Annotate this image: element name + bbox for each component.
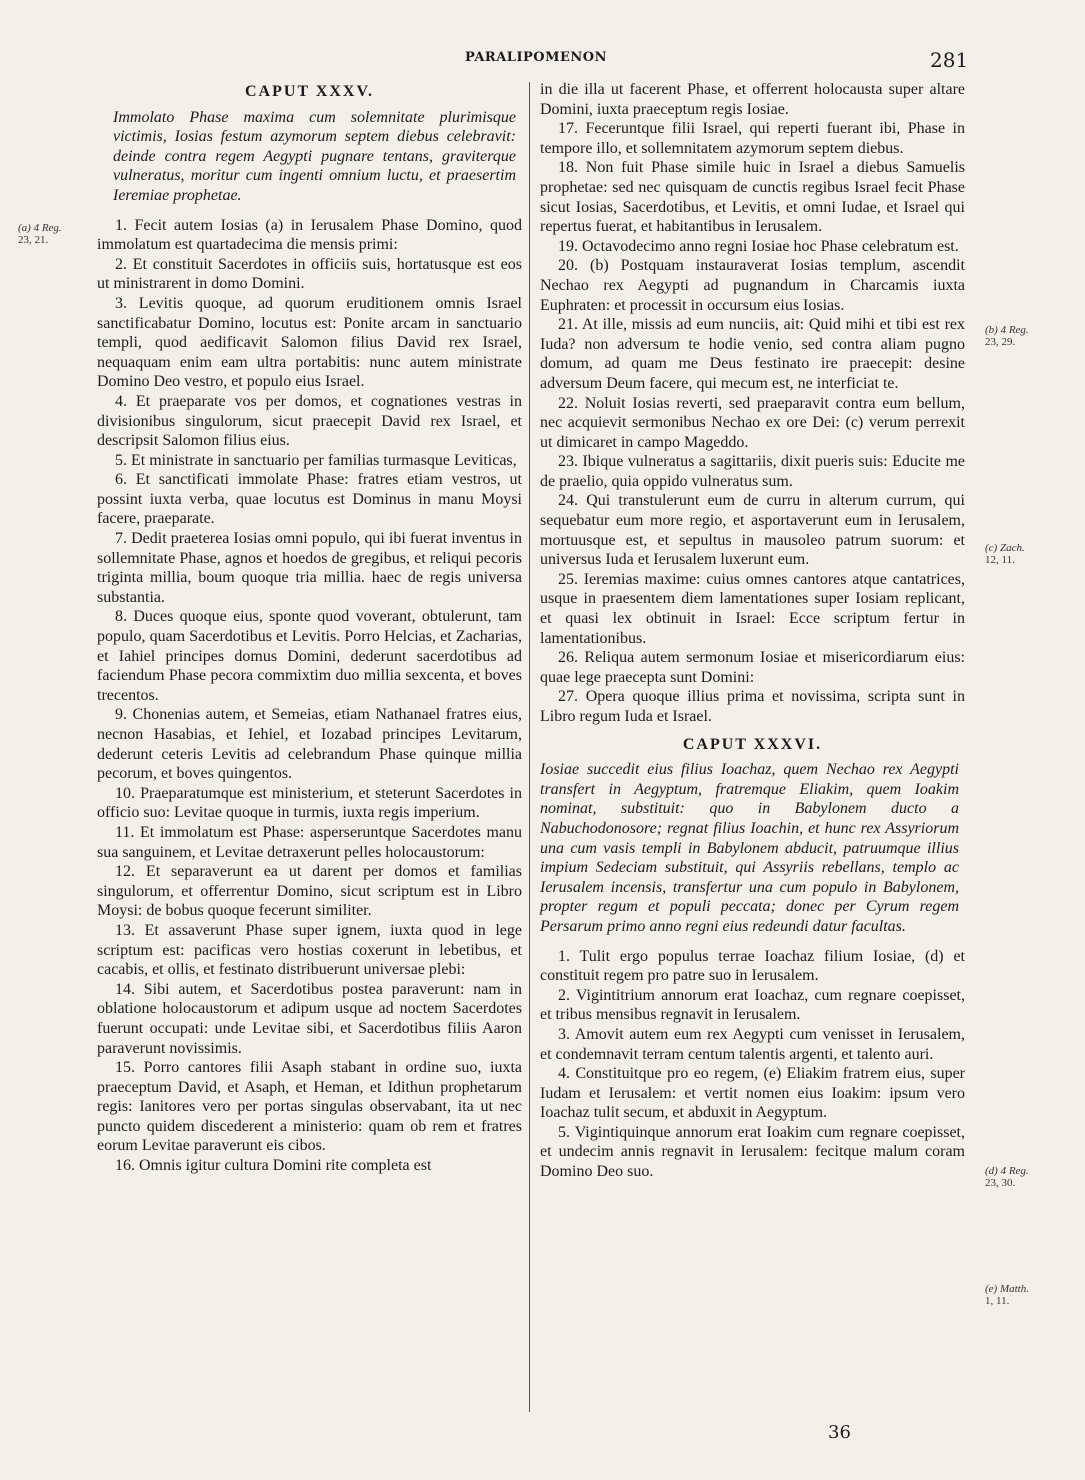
- verse: 14. Sibi autem, et Sacerdotibus postea paraverunt: nam in oblatione holocaustorum et adipum usque ad noctem Sacerdotes fuerunt occupati: unde Levitae sibi, et Sacerdotibus filiis Aaron paraverunt novissimis.: [97, 980, 522, 1057]
- chapter-title-35: CAPUT XXXV.: [245, 83, 374, 100]
- page-number: 281: [930, 48, 969, 72]
- verse: 17. Feceruntque filii Israel, qui reperti fuerant ibi, Phase in tempore illo, et sollemnitatem azymorum septem diebus.: [540, 120, 965, 157]
- margin-note-e: [985, 1283, 1029, 1307]
- verse: 15. Porro cantores filii Asaph stabant in ordine suo, iuxta praeceptum David, et Asaph, et Heman, et Idithun prophetarum regis: Ianitores vero per portas singulas observabant, ita ut nec puncto quidem discederent a ministerio: quam ob rem et fratres eorum Levitae paraverunt eis cibos.: [97, 1059, 522, 1155]
- margin-note-a: [18, 222, 62, 246]
- margin-note-c: [985, 542, 1025, 566]
- verse: 2. Vigintitrium annorum erat Ioachaz, cum regnare coepisset, et tribus mensibus regnavit in Ierusalem.: [540, 986, 965, 1024]
- verse: 5. Vigintiquinque annorum erat Ioakim cum regnare coepisset, et undecim annis regnavit in Ierusalem: fecitque malum coram Domino Deo suo.: [540, 1123, 965, 1181]
- verse: 20. (b) Postquam instauraverat Iosias templum, ascendit Nechao rex Aegypti ad pugnandum in Charcamis iuxta Euphraten: et processit in occursum eius Iosias.: [540, 257, 965, 314]
- verse: 26. Reliqua autem sermonum Iosiae et misericordiarum eius: quae lege praecepta sunt Domini:: [540, 649, 965, 686]
- margin-note-d: [985, 1165, 1029, 1189]
- verse: in die illa ut facerent Phase, et offerrent holocausta super altare Domini, iuxta praeceptum regis Iosiae.: [540, 81, 965, 118]
- margin-note-b: [985, 324, 1029, 348]
- margin-note-label: (b) 4 Reg.: [985, 324, 1029, 336]
- verse: 6. Et sanctificati immolate Phase: fratres etiam vestros, ut possint iuxta verba, quae locutus est Dominus in manu Moysi facere, praeparate.: [97, 471, 522, 528]
- chapter-title-36: CAPUT XXXVI.: [682, 735, 823, 753]
- margin-note-reference: 23, 21.: [18, 234, 49, 246]
- verse: 1. Tulit ergo populus terrae Ioachaz filium Iosiae, (d) et constituit regem pro patre suo in Ierusalem.: [540, 947, 965, 985]
- margin-note-reference: 1, 11.: [985, 1295, 1010, 1307]
- verse: 11. Et immolatum est Phase: asperseruntque Sacerdotes manu sua sanguinem, et Levitae detraxerunt pelles holocaustorum:: [97, 823, 522, 861]
- verse: 18. Non fuit Phase simile huic in Israel a diebus Samuelis prophetae: sed nec quisquam de cunctis regibus Israel fecit Phase sicut Iosias, Sacerdotibus, et Levitis, et omni Iudae, et Israel qui repertus fuerat, et habitantibus in Ierusalem.: [540, 159, 965, 236]
- verse: 4. Constituitque pro eo regem, (e) Eliakim fratrem eius, super Iudam et Ierusalem: et vertit nomen eius Ioakim: ipsum vero Ioachaz tulit secum, et abduxit in Aegyptum.: [540, 1065, 965, 1122]
- chapter-summary-35: Immolato Phase maxima cum solemnitate plurimisque victimis, Iosias festum azymorum septem diebus celebravit: deinde contra regem Aegypti pugnare tentans, graviterque vulneratus, moritur cum ingenti omnium luctu, et praesertim Ieremiae prophetae.: [113, 108, 516, 204]
- verse: 9. Chonenias autem, et Semeias, etiam Nathanael fratres eius, necnon Hasabias, et Iehiel, et Iozabad principes Levitarum, dederunt ceteris Levitis ad celebrandum Phase quinque millia pecorum, et boves quingentos.: [97, 706, 522, 783]
- verse: 23. Ibique vulneratus a sagittariis, dixit pueris suis: Educite me de praelio, quia oppido vulneratus sum.: [540, 453, 965, 490]
- margin-note-label: (c) Zach.: [985, 542, 1025, 554]
- verse: 7. Dedit praeterea Iosias omni populo, qui ibi fuerat inventus in sollemnitate Phase, agnos et hoedos de gregibus, et reliqui pecoris triginta millia, boum quoque tria millia. haec de regis universa substantia.: [97, 530, 522, 606]
- verse: 22. Noluit Iosias reverti, sed praeparavit contra eum bellum, nec acquievit sermonibus Nechao ex ore Dei: (c) verum perrexit ut dimicaret in campo Mageddo.: [540, 394, 965, 451]
- margin-note-reference: 23, 29.: [985, 336, 1016, 348]
- verse: 21. At ille, missis ad eum nunciis, ait: Quid mihi et tibi est rex Iuda? non adversum te hodie venio, sed contra aliam pugno domum, ad quam me Deus festinato ire praecepit: desine adversum Deum facere, qui mecum est, ne interficiat te.: [540, 316, 965, 392]
- verse: 27. Opera quoque illius prima et novissima, scripta sunt in Libro regum Iuda et Israel.: [540, 688, 965, 725]
- verse: 5. Et ministrate in sanctuario per familias turmasque Leviticas,: [115, 451, 517, 469]
- margin-note-reference: 12, 11.: [985, 554, 1015, 566]
- verse: 25. Ieremias maxime: cuius omnes cantores atque cantatrices, usque in praesentem diem lamentationes super Iosiam replicant, et quasi lex obtinuit in Israel: Ecce scriptum fertur in lamentationibus.: [540, 570, 965, 647]
- verse: 16. Omnis igitur cultura Domini rite completa est: [115, 1157, 432, 1175]
- verse: 4. Et praeparate vos per domos, et cognationes vestras in divisionibus singulorum, sicut praecepit David rex Israel, et descripsit Salomon filius eius.: [97, 392, 522, 450]
- verse: 2. Et constituit Sacerdotes in officiis suis, hortatusque est eos ut ministrarent in domo Domini.: [97, 255, 522, 293]
- column-divider: [529, 82, 530, 1412]
- verse: 10. Praeparatumque est ministerium, et steterunt Sacerdotes in officio suo: Levitae quoque in turmis, iuxta regis imperium.: [97, 784, 522, 822]
- margin-note-label: (a) 4 Reg.: [18, 222, 62, 234]
- margin-note-label: (d) 4 Reg.: [985, 1165, 1029, 1177]
- left-column: [97, 80, 522, 1176]
- verse: 24. Qui transtulerunt eum de curru in alterum currum, qui sequebatur eum more regio, et asportaverunt eum in Ierusalem, mortuusque est, et sepultus in mausoleo patrum suorum: et universus Iuda et Ierusalem luxerunt eum.: [540, 492, 965, 569]
- right-column: [540, 80, 965, 1182]
- running-title: PARALIPOMENON: [465, 50, 608, 65]
- margin-note-reference: 23, 30.: [985, 1177, 1016, 1189]
- margin-note-label: (e) Matth.: [985, 1283, 1029, 1295]
- verse: 1. Fecit autem Iosias (a) in Ierusalem Phase Domino, quod immolatum est quartadecima die mensis primi:: [97, 216, 522, 254]
- chapter-summary-36: Iosiae succedit eius filius Ioachaz, quem Nechao rex Aegypti transfert in Aegyptum, fratremque Eliakim, quem Ioakim nominat, substituit: quo in Babylonem ducto a Nabuchodonosore; regnat filius Ioachin, et hunc rex Assyriorum una cum vasis templi in Babylonem abducit, patruumque illius impium Sedeciam substituit, qui Assyriis rebellans, templo ac Ierusalem incensis, transfertur una cum populo in Babylonem, propter regum et populi peccata; donec per Cyrum regem Persarum primo anno regni eius redeundi datur facultas.: [540, 761, 959, 935]
- verse: 3. Amovit autem eum rex Aegypti cum venisset in Ierusalem, et condemnavit terram centum talentis argenti, et talento auri.: [540, 1025, 965, 1063]
- signature-number: 36: [828, 1422, 851, 1443]
- verse: 19. Octavodecimo anno regni Iosiae hoc Phase celebratum est.: [558, 237, 959, 255]
- verse: 3. Levitis quoque, ad quorum eruditionem omnis Israel sanctificabatur Domino, locutus est: Ponite arcam in sanctuario templi, quod aedificavit Salomon filius David rex Israel, nequaquam enim eam ultra portabitis: nunc autem ministrate Domino Deo vestro, et populo eius Israel.: [97, 294, 522, 391]
- verse: 13. Et assaverunt Phase super ignem, iuxta quod in lege scriptum est: pacificas vero hostias coxerunt in lebetibus, et cacabis, et ollis, et festinato distribuerunt universae plebi:: [97, 921, 522, 979]
- verse: 8. Duces quoque eius, sponte quod voverant, obtulerunt, tam populo, quam Sacerdotibus et Levitis. Porro Helcias, et Zacharias, et Iahiel principes domus Domini, dederunt sacerdotibus ad faciendum Phase pecora commixtim duo millia sexcenta, et boves trecentos.: [97, 608, 522, 704]
- verse: 12. Et separaverunt ea ut darent per domos et familias singulorum, et offerrentur Domino, sicut scriptum est in Libro Moysi: de bobus quoque fecerunt similiter.: [97, 863, 522, 920]
